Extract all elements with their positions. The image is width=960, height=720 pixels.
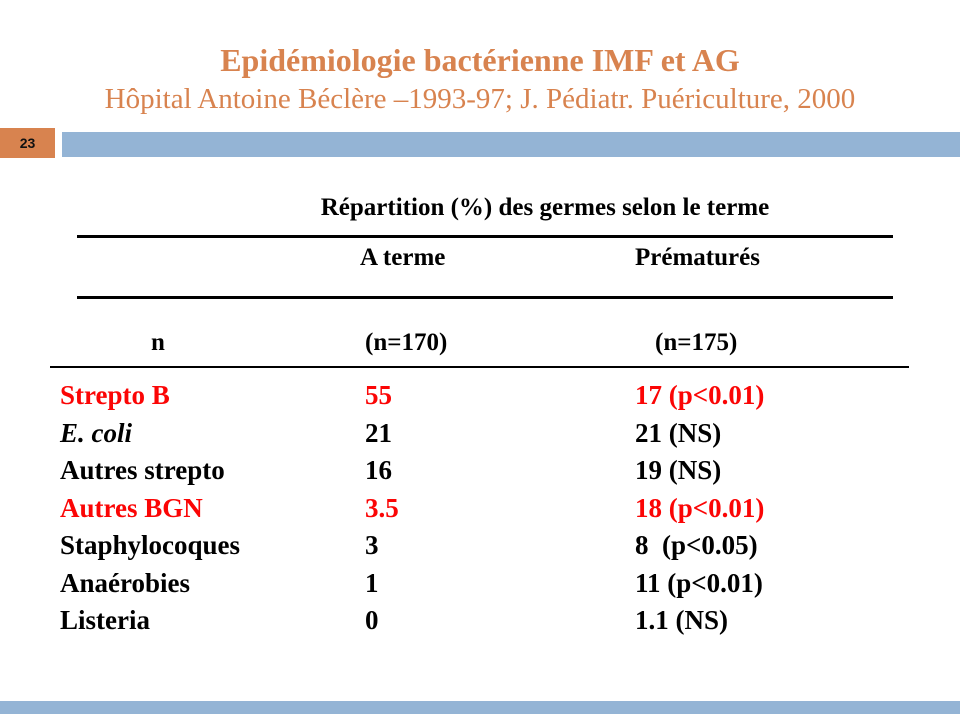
column-header-prematures: Prématurés bbox=[635, 244, 760, 271]
prematures-value: 19 (NS) bbox=[635, 455, 722, 485]
slide-title: Epidémiologie bactérienne IMF et AG bbox=[220, 42, 740, 78]
aterme-value: 0 bbox=[365, 605, 379, 635]
table-row bbox=[48, 565, 912, 603]
table-rule-thin bbox=[50, 366, 909, 368]
table-row bbox=[48, 415, 912, 453]
table-row bbox=[48, 490, 912, 528]
aterme-value: 1 bbox=[365, 567, 379, 598]
n-row-label: n bbox=[151, 329, 165, 356]
prematures-value: 8 (p<0.05) bbox=[635, 530, 758, 560]
germ-label: Anaérobies bbox=[60, 567, 191, 598]
table-rule-top bbox=[77, 235, 893, 238]
table-heading: Répartition (%) des germes selon le terme bbox=[320, 194, 770, 221]
column-header-aterme: A terme bbox=[360, 244, 446, 271]
top-band bbox=[62, 132, 960, 157]
germ-label: Listeria bbox=[60, 605, 150, 635]
aterme-value: 3.5 bbox=[365, 492, 399, 523]
prematures-value: 21 (NS) bbox=[635, 417, 722, 448]
prematures-value: 1.1 (NS) bbox=[635, 605, 728, 635]
aterme-value: 21 bbox=[365, 417, 392, 448]
table-rule-mid bbox=[77, 296, 893, 299]
prematures-value: 18 (p<0.01) bbox=[635, 492, 765, 523]
n-row-prematures: (n=175) bbox=[655, 329, 738, 356]
germ-label: Strepto B bbox=[60, 380, 170, 410]
table-row bbox=[48, 602, 912, 640]
germ-label: Autres strepto bbox=[60, 455, 225, 485]
aterme-value: 55 bbox=[365, 380, 392, 410]
bottom-band bbox=[0, 701, 960, 714]
prematures-value: 17 (p<0.01) bbox=[635, 380, 765, 410]
germ-label: E. coli bbox=[60, 417, 132, 448]
aterme-value: 3 bbox=[365, 530, 379, 560]
slide-subtitle: Hôpital Antoine Béclère –1993-97; J. Pédiatr. Puériculture, 2000 bbox=[104, 83, 856, 115]
table-body bbox=[48, 377, 912, 640]
page-number-badge: 23 bbox=[0, 128, 55, 158]
n-row-aterme: (n=170) bbox=[365, 329, 448, 356]
aterme-value: 16 bbox=[365, 455, 392, 485]
table-row bbox=[48, 527, 912, 565]
germ-label: Staphylocoques bbox=[60, 530, 241, 560]
germ-label: Autres BGN bbox=[60, 492, 203, 523]
prematures-value: 11 (p<0.01) bbox=[635, 567, 763, 598]
table-row bbox=[48, 452, 912, 490]
table-row bbox=[48, 377, 912, 415]
